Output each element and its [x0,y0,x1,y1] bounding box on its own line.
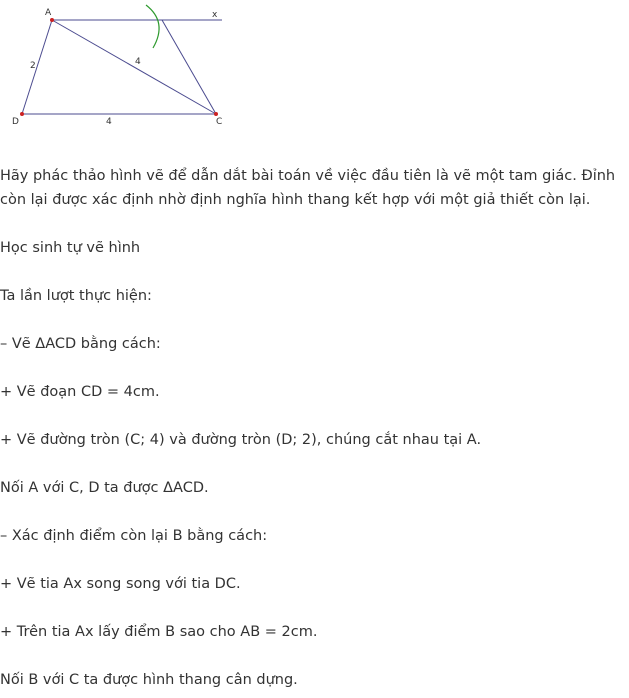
label-ad-length: 2 [30,61,36,71]
student-draw-note: Học sinh tự vẽ hình [0,240,141,256]
label-x: x [212,10,218,20]
label-a: A [45,8,52,18]
intro-paragraph: Hãy phác thảo hình vẽ để dẫn dắt bài toán về việc đầu tiên là vẽ một tam giác. Đỉnh còn lại được xác định nhờ định nghĩa hình thang kết hợp với một giả thiết còn lại. [0,168,616,208]
label-d: D [12,117,19,127]
point-a [50,18,54,22]
segment-ad [22,20,52,114]
point-d [20,112,24,116]
segment-ac [52,20,216,114]
label-ac-length: 4 [135,57,141,67]
label-dc-length: 4 [106,117,112,127]
step-draw-ray: + Vẽ tia Ax song song với tia DC. [0,576,241,592]
geometry-figure [0,0,260,135]
compass-arc [146,5,159,48]
step-draw-cd: + Vẽ đoạn CD = 4cm. [0,384,160,400]
step-join-acd: Nối A với C, D ta được ΔACD. [0,480,209,496]
trapezoid-construction-diagram [0,0,260,135]
step-join-bc: Nối B với C ta được hình thang cân dựng. [0,672,298,688]
step-find-b: – Xác định điểm còn lại B bằng cách: [0,528,268,544]
point-c [214,112,218,116]
steps-intro: Ta lần lượt thực hiện: [0,288,152,304]
step-mark-b: + Trên tia Ax lấy điểm B sao cho AB = 2cm. [0,624,318,640]
segment-bc [162,20,216,114]
step-draw-circles: + Vẽ đường tròn (C; 4) và đường tròn (D; 2), chúng cắt nhau tại A. [0,432,482,448]
label-c: C [216,117,223,127]
step-draw-triangle: – Vẽ ΔACD bằng cách: [0,336,161,352]
